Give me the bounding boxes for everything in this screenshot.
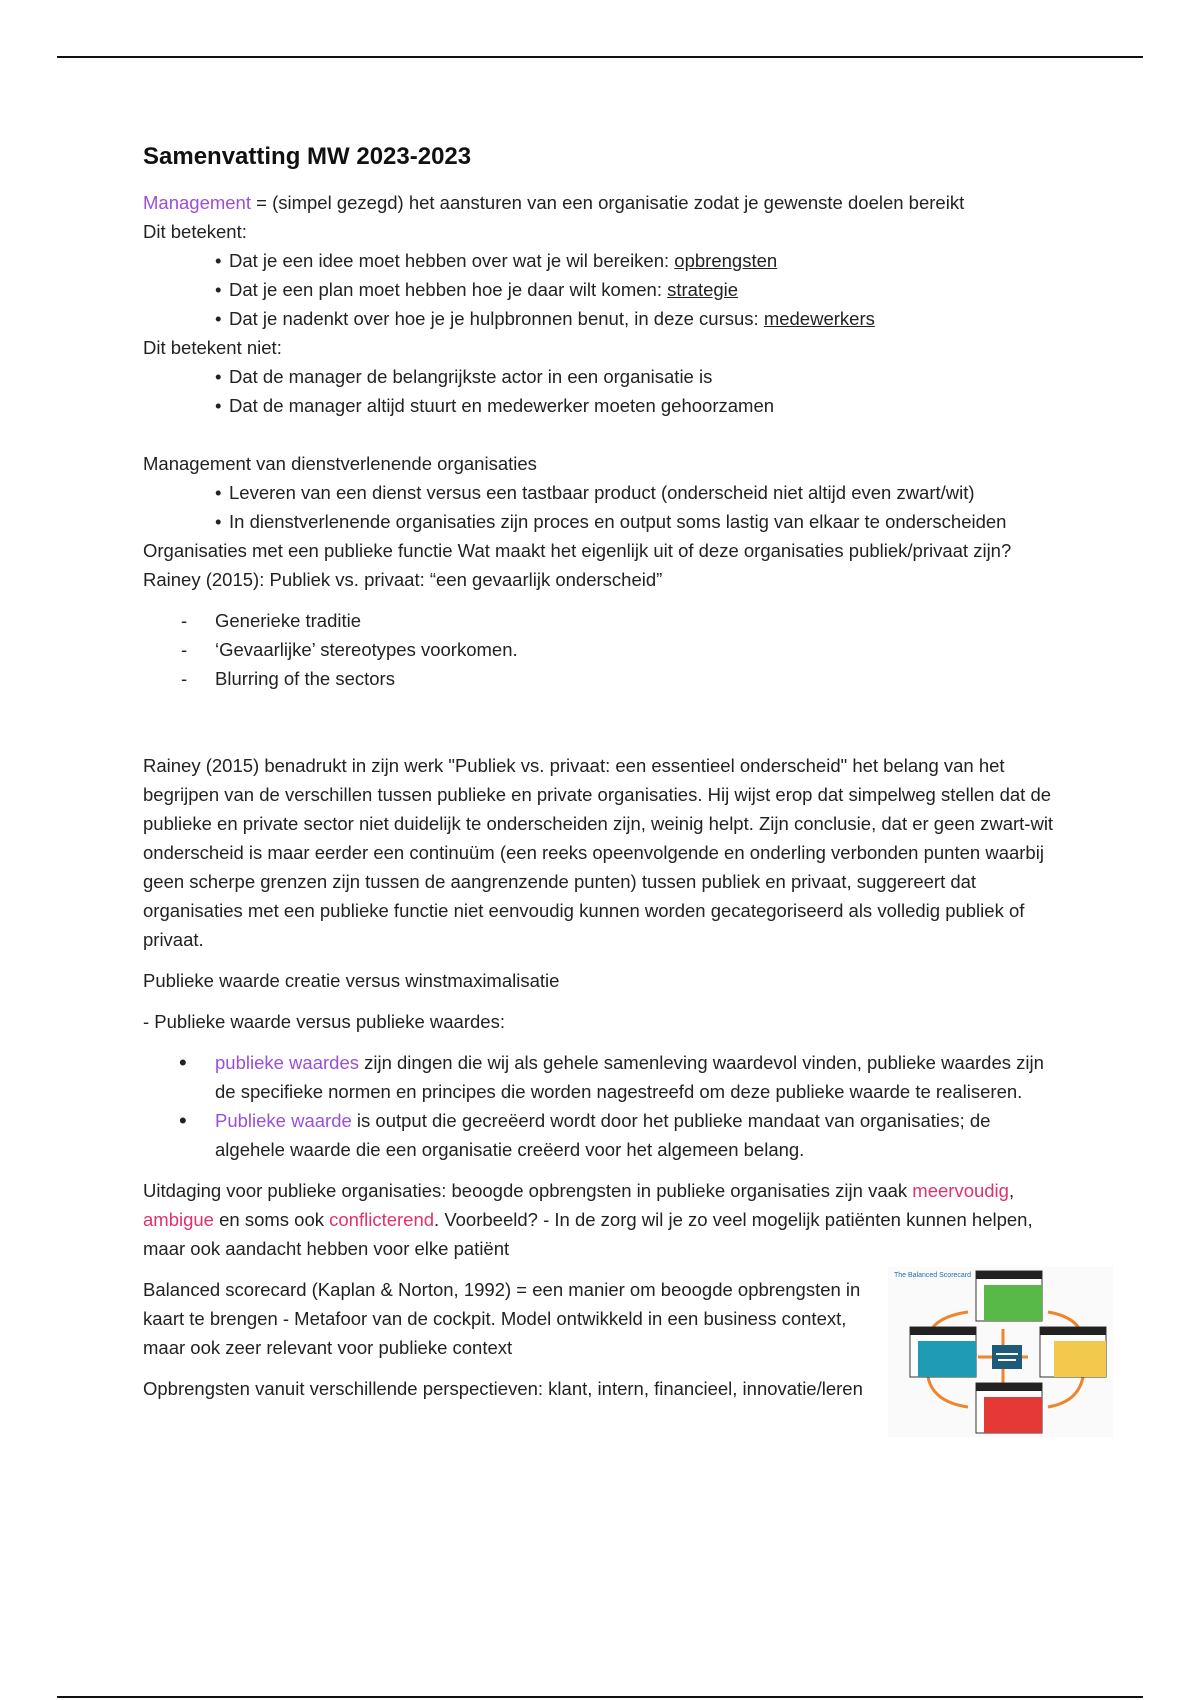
bsc-perspectives: Opbrengsten vanuit verschillende perspectieven: klant, intern, financieel, innovatie/leren: [143, 1378, 863, 1399]
not-means-list: [143, 362, 1063, 420]
bottom-rule: [57, 1696, 1143, 1698]
management-definition: Management = (simpel gezegd) het aansturen van een organisatie zodat je gewenste doelen bereikt: [143, 192, 965, 213]
services-list: [143, 478, 1063, 536]
list-item: - ‘Gevaarlijke’ stereotypes voorkomen.: [143, 635, 1063, 664]
term-conflicterend: conflicterend: [329, 1209, 435, 1230]
value-heading: Publieke waarde creatie versus winstmaximalisatie: [143, 970, 560, 991]
bsc-box-financial: [976, 1271, 1042, 1321]
list-item: • Dat de manager altijd stuurt en medewerker moeten gehoorzamen: [215, 391, 1063, 420]
list-item: • Leveren van een dienst versus een tastbaar product (onderscheid niet altijd even zwart/wit): [215, 478, 1063, 507]
term-ambigue: ambigue: [143, 1209, 214, 1230]
list-item: • Dat je nadenkt over hoe je je hulpbronnen benut, in deze cursus: medewerkers: [215, 304, 1063, 333]
document-page: [143, 140, 1063, 1403]
bsc-box-learning: [976, 1383, 1042, 1433]
value-subheading: - Publieke waarde versus publieke waardes:: [143, 1011, 505, 1032]
bsc-figure-title: The Balanced Scorecard: [894, 1272, 972, 1279]
means-label: Dit betekent:: [143, 221, 247, 242]
list-item: • Publieke waarde is output die gecreëerd wordt door het publieke mandaat van organisaties; de algehele waarde die een organisatie creëerd voor het algemeen belang.: [143, 1106, 1063, 1164]
challenge-paragraph: Uitdaging voor publieke organisaties: beoogde opbrengsten in publieke organisaties zijn vaak meervoudig, ambigue en soms ook conflicterend. Voorbeeld? - In de zorg wil je zo veel mogelijk patiënten kunnen helpen, maar ook aandacht hebben voor elke patiënt: [143, 1180, 1033, 1259]
public-dash-list: [143, 606, 1063, 693]
term-meervoudig: meervoudig: [912, 1180, 1009, 1201]
bsc-paragraph: Balanced scorecard (Kaplan & Norton, 1992) = een manier om beoogde opbrengsten in kaart te brengen - Metafoor van de cockpit. Model ontwikkeld in een business context, maar ook zeer relevant voor publieke context: [143, 1279, 861, 1358]
list-item: • publieke waardes zijn dingen die wij als gehele samenleving waardevol vinden, publieke waardes zijn de specifieke normen en principes die worden nagestreefd om deze publieke waarde te realiseren.: [143, 1048, 1063, 1106]
document-title: Samenvatting MW 2023-2023: [143, 143, 472, 170]
means-list: [143, 246, 1063, 333]
top-rule: [57, 56, 1143, 58]
term-management: Management: [143, 192, 251, 213]
balanced-scorecard-section: [143, 1272, 1063, 1403]
not-means-label: Dit betekent niet:: [143, 337, 282, 358]
list-item: - Generieke traditie: [143, 606, 1063, 635]
list-item: - Blurring of the sectors: [143, 664, 1063, 693]
list-item: • Dat je een idee moet hebben over wat je wil bereiken: opbrengsten: [215, 246, 1063, 275]
list-item: • Dat de manager de belangrijkste actor in een organisatie is: [215, 362, 1063, 391]
list-item: • Dat je een plan moet hebben hoe je daar wilt komen: strategie: [215, 275, 1063, 304]
rainey-paragraph: Rainey (2015) benadrukt in zijn werk "Publiek vs. privaat: een essentieel onderscheid" het belang van het begrijpen van de verschillen tussen publieke en private organisaties. Hij wijst erop dat simpelweg stellen dat de publieke en private sector niet duidelijk te onderscheiden zijn, weinig helpt. Zijn conclusie, dat er geen zwart-wit onderscheid is maar eerder een continuüm (een reeks opeenvolgende en onderling verbonden punten waarbij geen scherpe grenzen zijn tussen de aangrenzende punten) tussen publiek en privaat, suggereert dat organisaties met een publieke functie niet eenvoudig kunnen worden gecategoriseerd als volledig publiek of privaat.: [143, 755, 1054, 950]
list-item: • In dienstverlenende organisaties zijn proces en output soms lastig van elkaar te onderscheiden: [215, 507, 1063, 536]
bsc-box-internal: [1040, 1327, 1106, 1377]
bsc-box-customer: [910, 1327, 976, 1377]
term-publieke-waardes: publieke waardes: [215, 1052, 359, 1073]
bsc-vision-strategy: [992, 1345, 1022, 1369]
value-list: [143, 1048, 1063, 1164]
balanced-scorecard-image: [888, 1267, 1113, 1437]
services-heading: Management van dienstverlenende organisaties: [143, 453, 537, 474]
public-function-text: Organisaties met een publieke functie Wat maakt het eigenlijk uit of deze organisaties publiek/privaat zijn? Rainey (2015): Publiek vs. privaat: “een gevaarlijk onderscheid”: [143, 540, 1012, 590]
term-publieke-waarde: Publieke waarde: [215, 1110, 352, 1131]
